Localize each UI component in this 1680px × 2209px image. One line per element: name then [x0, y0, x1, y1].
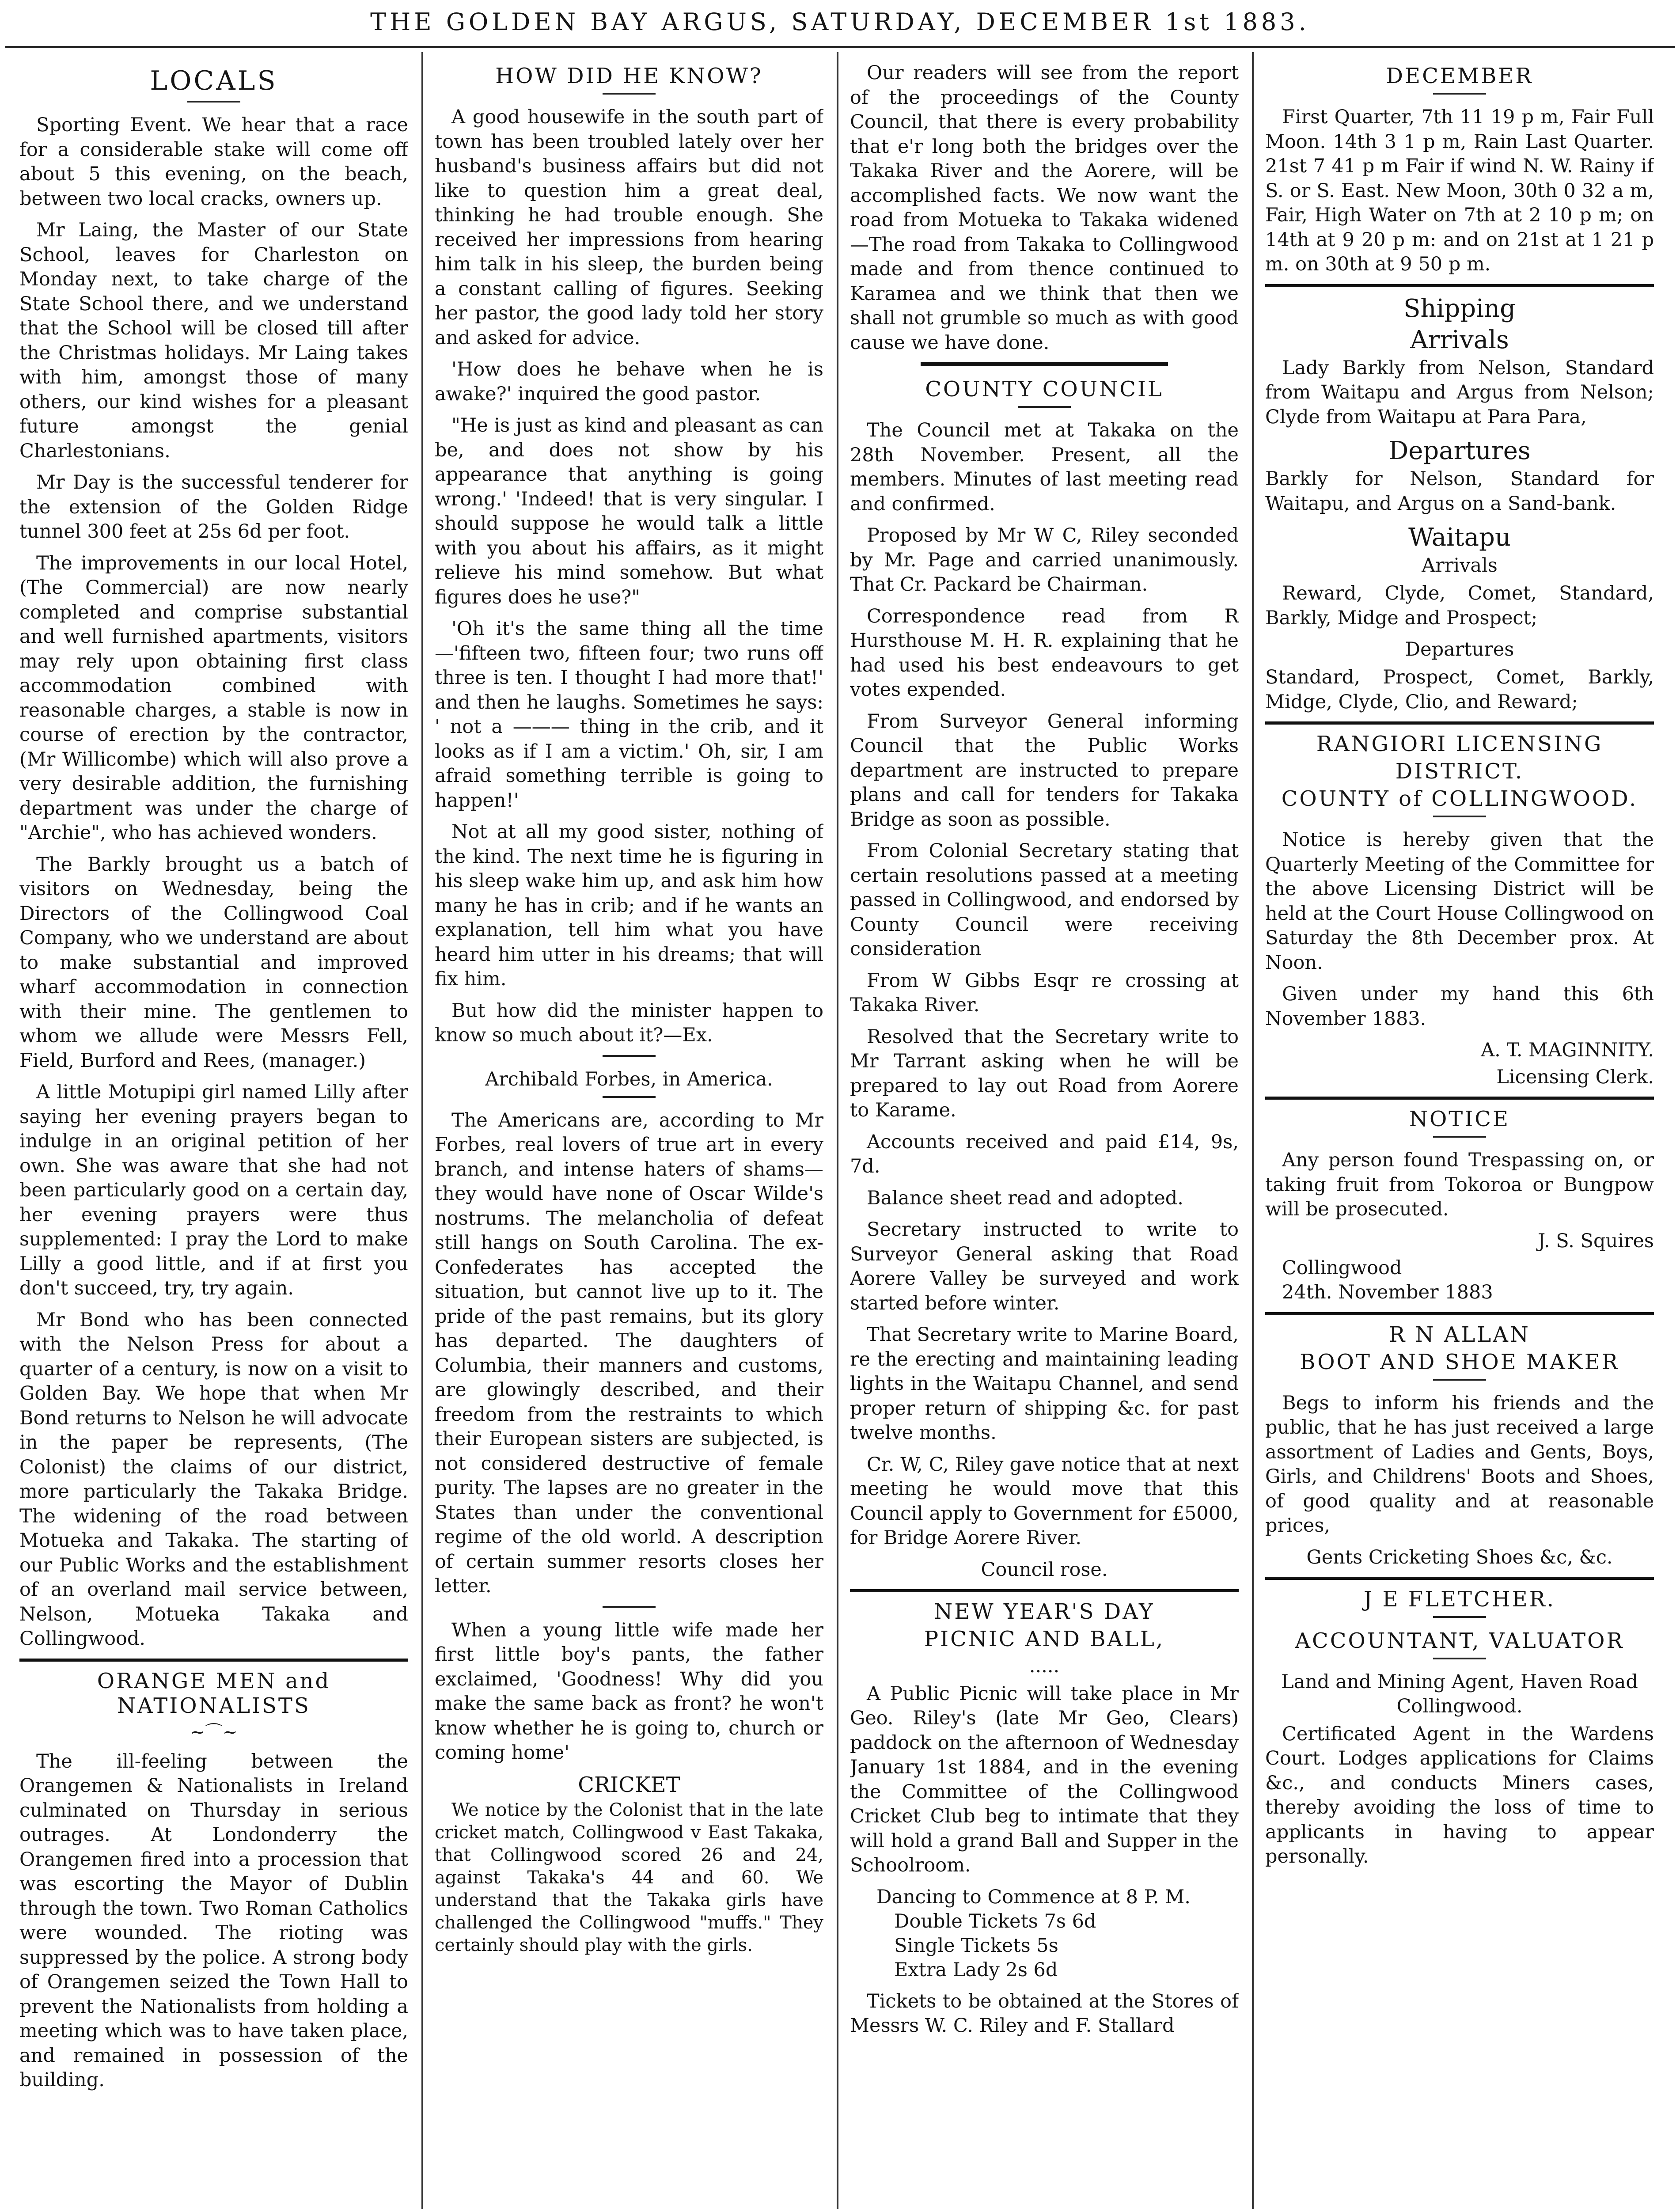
- masthead-rule: [5, 46, 1675, 48]
- locals-paragraph: Mr Laing, the Master of our State School, leaves for Charleston on Monday next, to take charge of the State School there, and we understand that the School will be closed till after the Christmas holidays. Mr Laing takes with him, amongst those of many others, our kind wishes for a pleasant future amongst the genial Charlestonians.: [19, 219, 408, 462]
- section-rule: [850, 1589, 1239, 1592]
- licensing-role: Licensing Clerk.: [1496, 1066, 1654, 1088]
- council-paragraph: Proposed by Mr W C, Riley seconded by Mr. Page and carried unanimously. That Cr. Packard be Chairman.: [850, 524, 1239, 596]
- council-paragraph: The Council met at Takaka on the 28th November. Present, all the members. Minutes of last meeting read and confirmed.: [850, 419, 1239, 515]
- council-close: Council rose.: [981, 1558, 1108, 1581]
- divider: [1433, 1379, 1486, 1381]
- allan-extra: Gents Cricketing Shoes &c, &c.: [1306, 1546, 1613, 1568]
- notice-date: 24th. November 1883: [1282, 1281, 1493, 1303]
- locals-paragraph: Mr Bond who has been connected with the Nelson Press for about a quarter of a century, is now on a visit to Golden Bay. We hope that when Mr Bond returns to Nelson he will advocate in the paper be represents, (The Colonist) the claims of our district, more particularly the Takaka Bridge. The widening of the road between Motueka and Takaka. The starting of our Public Works and the establishment of an overland mail service between, Nelson, Motueka Takaka and Collingwood.: [19, 1309, 408, 1650]
- wife-paragraph: When a young little wife made her first little boy's pants, the father exclaimed, 'Goodness! Why did you make the same back as front? he won't know whether he is going to, church or coming home': [435, 1619, 823, 1764]
- column-rule: [421, 52, 423, 2209]
- article-paragraph: 'How does he behave when he is awake?' inquired the good pastor.: [435, 358, 823, 405]
- divider: [1433, 93, 1486, 95]
- section-rule: [1265, 284, 1654, 287]
- council-paragraph: Resolved that the Secretary write to Mr Tarrant asking when he will be prepared to lay out Road from Aorere to Karame.: [850, 1025, 1239, 1121]
- licensing-given: Given under my hand this 6th November 1883.: [1265, 983, 1654, 1030]
- article-paragraph: Not at all my good sister, nothing of the kind. The next time he is figuring in his sleep wake him up, and ask him how many he has in crib; and if he wants an explanation, tell him what you have heard him utter in his dreams; that will fix him.: [435, 821, 823, 990]
- ornament-icon: ~⌒~: [190, 1722, 238, 1742]
- arrivals-heading: Arrivals: [1410, 325, 1509, 354]
- licensing-heading: RANGIORI LICENSING: [1316, 732, 1603, 756]
- divider: [1433, 1136, 1486, 1138]
- departures-text: Barkly for Nelson, Standard for Waitapu, and Argus on a Sand-bank.: [1265, 468, 1654, 515]
- council-paragraph: From Colonial Secretary stating that certain resolutions passed at a meeting passed in Collingwood, and endorsed by County Council were receiving consideration: [850, 840, 1239, 960]
- locals-paragraph: Sporting Event. We hear that a race for a considerable stake will come off about 5 this evening, on the beach, between two local cracks, owners up.: [19, 114, 408, 210]
- waitapu-heading: Waitapu: [1408, 523, 1511, 552]
- orange-heading: ORANGE MEN and NATIONALISTS: [97, 1668, 331, 1718]
- column-1: [19, 61, 408, 2209]
- council-heading: COUNTY COUNCIL: [925, 377, 1164, 402]
- divider: [1433, 1616, 1486, 1618]
- notice-place: Collingwood: [1282, 1256, 1402, 1279]
- picnic-heading: NEW YEAR'S DAY: [934, 1599, 1155, 1624]
- council-paragraph: Secretary instructed to write to Surveyor General asking that Road Aorere Valley be surveyed and work started before winter.: [850, 1218, 1239, 1314]
- licensing-paragraph: Notice is hereby given that the Quarterly Meeting of the Committee for the above Licensing District will be held at the Court House Collingwood on Saturday the 8th December prox. At Noon.: [1265, 829, 1654, 974]
- council-paragraph: Balance sheet read and adopted.: [867, 1187, 1183, 1209]
- locals-paragraph: The Barkly brought us a batch of visitors on Wednesday, being the Directors of the Collingwood Coal Company, who we understand are about to make substantial and improved wharf accommodation in connection with their mine. The gentlemen to whom we allude were Messrs Fell, Field, Burford and Rees, (manager.): [19, 853, 408, 1072]
- licensing-county: COUNTY of COLLINGWOOD.: [1281, 786, 1638, 811]
- section-rule: [19, 1659, 408, 1662]
- cricket-paragraph: We notice by the Colonist that in the late cricket match, Collingwood v East Takaka, that Collingwood scored 26 and 24, against Takaka's 44 and 60. We understand that the Takaka girls have challenged the Collingwood "muffs." They certainly should play with the girls.: [435, 1799, 823, 1955]
- picnic-subheading: PICNIC AND BALL,: [924, 1626, 1165, 1651]
- fletcher-trade: ACCOUNTANT, VALUATOR: [1295, 1628, 1624, 1653]
- list-item: Double Tickets 7s 6d: [894, 1910, 1096, 1932]
- section-rule: [1265, 1097, 1654, 1100]
- allan-heading: R N ALLAN: [1389, 1322, 1530, 1347]
- fletcher-paragraph: Certificated Agent in the Wardens Court. Lodges applications for Claims &c., and conducts Miners cases, thereby avoiding the loss of time to applicants in having to appear personally.: [1265, 1723, 1654, 1867]
- picnic-paragraph: A Public Picnic will take place in Mr Geo. Riley's (late Mr Geo, Clears) paddock on the afternoon of Wednesday January 1st 1884, and in the evening the Committee of the Collingwood Cricket Club beg to intimate that they will hold a grand Ball and Supper in the Schoolroom.: [850, 1682, 1239, 1876]
- locals-paragraph: A little Motupipi girl named Lilly after saying her evening prayers began to indulge in an original petition of her own. She was aware that she had not been particularly good on a certain day, her evening prayers were thus supplemented: I pray the Lord to make Lilly a good little, and if at first you don't succeed, try, try again.: [19, 1081, 408, 1299]
- archibald-paragraph: The Americans are, according to Mr Forbes, real lovers of true art in every branch, and intense haters of shams—they would have none of Oscar Wilde's nostrums. The melancholia of defeat still hangs on South Carolina. The ex-Confederates has accepted the situation, but cannot live up to it. The pride of the past remains, but its glory has departed. The daughters of Columbia, their manners and customs, are glowingly described, and their freedom from the restraints to which their European sisters are subjected, is not considered destructive of female purity. The lapses are no greater in the States than under the conventional regime of the old world. A description of certain summer resorts closes her letter.: [435, 1109, 823, 1597]
- picnic-ornament: .....: [1029, 1655, 1060, 1677]
- waitapu-arrivals-text: Reward, Clyde, Comet, Standard, Barkly, Midge and Prospect;: [1265, 582, 1654, 629]
- list-item: Dancing to Commence at 8 P. M.: [876, 1886, 1191, 1908]
- orange-paragraph: The ill-feeling between the Orangemen & Nationalists in Ireland culminated on Thursday in serious outrages. At Londonderry the Orangemen fired into a procession that was escorting the Mayor of Dublin through the town. Two Roman Catholics were wounded. The rioting was suppressed by the police. A strong body of Orangemen seized the Town Hall to prevent the Nationalists from holding a meeting which was to have taken place, and remained in possession of the building.: [19, 1750, 408, 2091]
- section-rule: [921, 362, 1168, 366]
- shipping-heading: Shipping: [1403, 294, 1516, 323]
- december-heading: DECEMBER: [1386, 64, 1533, 88]
- section-rule: [1265, 721, 1654, 725]
- fletcher-heading: J E FLETCHER.: [1363, 1587, 1556, 1612]
- notice-signature: J. S. Squires: [1538, 1230, 1654, 1252]
- licensing-signature: A. T. MAGINNITY.: [1481, 1039, 1654, 1061]
- divider: [1433, 816, 1486, 817]
- waitapu-departures-text: Standard, Prospect, Comet, Barkly, Midge, Clyde, Clio, and Reward;: [1265, 666, 1654, 713]
- notice-heading: NOTICE: [1409, 1107, 1510, 1131]
- licensing-district: DISTRICT.: [1395, 759, 1524, 784]
- picnic-tickets: Tickets to be obtained at the Stores of Messrs W. C. Riley and F. Stallard: [850, 1990, 1239, 2037]
- locals-heading: LOCALS: [150, 65, 278, 96]
- council-paragraph: From Surveyor General informing Council that the Public Works department are instructed to prepare plans and call for tenders for Takaka Bridge as soon as possible.: [850, 710, 1239, 831]
- masthead: THE GOLDEN BAY ARGUS, SATURDAY, DECEMBER 1st 1883.: [370, 8, 1310, 36]
- locals-paragraph: Mr Day is the successful tenderer for the extension of the Golden Ridge tunnel 300 feet at 25s 6d per foot.: [19, 471, 408, 543]
- divider: [1433, 1658, 1486, 1659]
- departures-heading: Departures: [1388, 436, 1531, 465]
- article-paragraph: 'Oh it's the same thing all the time—'fifteen two, fifteen four; two runs off three is ten. I thought I had more that!' and then he laughs. Sometimes he says: ' not a ——— thing in the crib, and it looks as if I am a victim.' Oh, sir, I am afraid something terrible is going to happen!': [435, 618, 823, 812]
- list-item: Extra Lady 2s 6d: [894, 1958, 1058, 1981]
- divider: [603, 93, 656, 95]
- fletcher-address: Land and Mining Agent, Haven Road Collingwood.: [1281, 1670, 1638, 1717]
- article-paragraph: "He is just as kind and pleasant as can be, and does not show by his appearance that anything is going wrong.' 'Indeed! that is very singular. I should suppose he would talk a little with you about his affairs, as it might relieve his mind somehow. But what figures does he use?": [435, 414, 823, 608]
- arrivals-text: Lady Barkly from Nelson, Standard from Waitapu and Argus from Nelson; Clyde from Waitapu at Para Para,: [1265, 357, 1654, 428]
- archibald-heading: Archibald Forbes, in America.: [485, 1068, 773, 1090]
- divider: [603, 1096, 656, 1098]
- moon-phases: First Quarter, 7th 11 19 p m, Fair Full Moon. 14th 3 1 p m, Rain Last Quarter. 21st 7 41 p m Fair if wind N. W. Rainy if S. or S. East. New Moon, 30th 0 32 a m, Fair, High Water on 7th at 2 10 p m; on 14th at 9 20 p m: and on 21st at 1 21 p m. on 30th at 9 50 p m.: [1265, 106, 1654, 275]
- column-2: [435, 61, 823, 2209]
- list-item: Single Tickets 5s: [894, 1934, 1058, 1957]
- notice-paragraph: Any person found Trespassing on, or taking fruit from Tokoroa or Bungpow will be prosecuted.: [1265, 1149, 1654, 1220]
- article-paragraph: But how did the minister happen to know so much about it?—Ex.: [435, 999, 823, 1046]
- council-paragraph: That Secretary write to Marine Board, re the erecting and maintaining leading lights in the Waitapu Channel, and send proper return of shipping &c. for past twelve months.: [850, 1324, 1239, 1444]
- column-rule: [1252, 52, 1254, 2209]
- section-rule: [1265, 1577, 1654, 1580]
- waitapu-departures-heading: Departures: [1405, 638, 1514, 660]
- council-paragraph: Correspondence read from R Hursthouse M. H. R. explaining that he had used his best endeavours to get votes expended.: [850, 605, 1239, 701]
- council-paragraph: From W Gibbs Esqr re crossing at Takaka River.: [850, 969, 1239, 1016]
- article-paragraph: A good housewife in the south part of town has been troubled lately over her husband's business affairs but did not like to question him a great deal, thinking he had trouble enough. She received her impressions from hearing him talk in his sleep, the burden being a constant calling of figures. Seeking her pastor, the good lady told her story and asked for advice.: [435, 106, 823, 349]
- section-rule: [1265, 1312, 1654, 1315]
- ticket-list: [876, 1885, 1239, 1982]
- intro-paragraph: Our readers will see from the report of the proceedings of the County Council, that there is every probability that e'r long both the bridges over the Takaka River and the Aorere, will be accomplished facts. We now want the road from Motueka to Takaka widened—The road from Takaka to Collingwood made and from thence continued to Karamea and we think that then we shall not grumble so much as with good cause we have done.: [850, 62, 1239, 354]
- column-4: [1265, 61, 1654, 2209]
- waitapu-arrivals-heading: Arrivals: [1422, 554, 1498, 577]
- council-paragraph: Cr. W, C, Riley gave notice that at next meeting he would move that this Council apply to Government for £5000, for Bridge Aorere River.: [850, 1453, 1239, 1549]
- council-paragraph: Accounts received and paid £14, 9s, 7d.: [850, 1131, 1239, 1177]
- cricket-heading: CRICKET: [578, 1772, 680, 1797]
- allan-paragraph: Begs to inform his friends and the public, that he has just received a large assortment of Ladies and Gents, Boys, Girls, and Childrens' Boots and Shoes, of good quality and at reasonable prices,: [1265, 1392, 1654, 1537]
- divider: [603, 1606, 656, 1608]
- allan-trade: BOOT AND SHOE MAKER: [1300, 1349, 1619, 1374]
- divider: [1018, 406, 1071, 408]
- column-3: [850, 61, 1239, 2209]
- column-rule: [837, 52, 838, 2209]
- divider: [187, 101, 240, 102]
- divider: [603, 1055, 656, 1057]
- article-heading: HOW DID HE KNOW?: [495, 64, 763, 88]
- locals-paragraph: The improvements in our local Hotel, (The Commercial) are now nearly completed and comprise substantial and well furnished apartments, visitors may rely upon obtaining first class accommodation combined with reasonable charges, a stable is now in course of erection by the contractor, (Mr Willicombe) which will also prove a very desirable addition, the furnishing department was under the charge of "Archie", who has achieved wonders.: [19, 552, 408, 844]
